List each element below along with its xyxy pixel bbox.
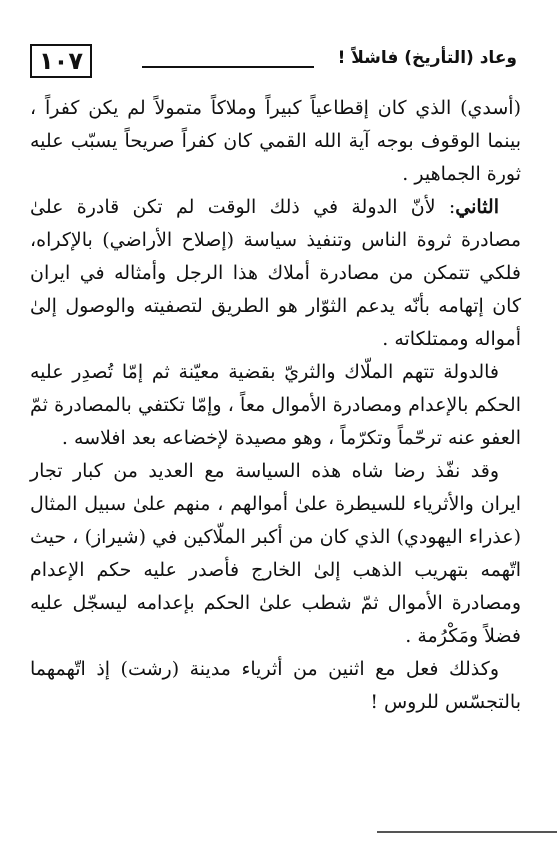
paragraph-text: وكذلك فعل مع اثنين من أثرياء مدينة (رشت) إذ اتّهمهما بالتجسّس للروس ! — [30, 658, 521, 713]
bottom-rule — [377, 831, 557, 833]
paragraph-text: وقد نفّذ رضا شاه هذه السياسة مع العديد من كبار تجار ايران والأثرياء للسيطرة علىٰ أموالهم ، منهم علىٰ سبيل المثال (عذراء اليهودي) الذي كان من أكبر الملّاكين في (شيراز) ، حيث اتّهمه بتهريب الذهب إلىٰ الخارج فأصدر عليه حكم الإعدام ومصادرة الأموال ثمّ شطب علىٰ الحكم بإعدامه ليسجّل عليه فضلاً ومَكْرُمة . — [30, 460, 521, 647]
paragraph-text: : لأنّ الدولة في ذلك الوقت لم تكن قادرة علىٰ مصادرة ثروة الناس وتنفيذ سياسة (إصلاح الأراضي) بالإكراه، فلكي تتمكن من مصادرة أملاك هذا الرجل وأمثاله في ايران كان إتهامه بأنّه يدعم الثوّار هو الطريق لتصفيته والوصول إلىٰ أمواله وممتلكاته . — [30, 196, 521, 350]
paragraph-3 — [30, 356, 521, 455]
paragraph-1 — [30, 92, 521, 191]
header-rule — [142, 66, 314, 68]
paragraph-2 — [30, 191, 521, 356]
page-header — [30, 44, 517, 84]
paragraph-5 — [30, 653, 521, 719]
paragraph-text: (أسدي) الذي كان إقطاعياً كبيراً وملاكاً متمولاً لم يكن كفراً ، بينما الوقوف بوجه آية الله القمي كان كفراً صريحاً يسبّب عليه ثورة الجماهير . — [30, 97, 521, 185]
page-number: ١٠٧ — [30, 44, 92, 78]
paragraph-lead: الثاني — [455, 196, 499, 218]
paragraph-4 — [30, 455, 521, 653]
body-text — [30, 92, 521, 719]
paragraph-text: فالدولة تتهم الملّاك والثريّ بقضية معيّنة ثم إمّا تُصدِر عليه الحكم بالإعدام ومصادرة الأموال معاً ، وإمّا تكتفي بالمصادرة ثمّ العفو عنه ترحّماً وتكرّماً ، وهو مصيدة لإخضاعه بعد افلاسه . — [30, 361, 521, 449]
running-title: وعاد (التأريخ) فاشلاً ! — [337, 48, 517, 68]
